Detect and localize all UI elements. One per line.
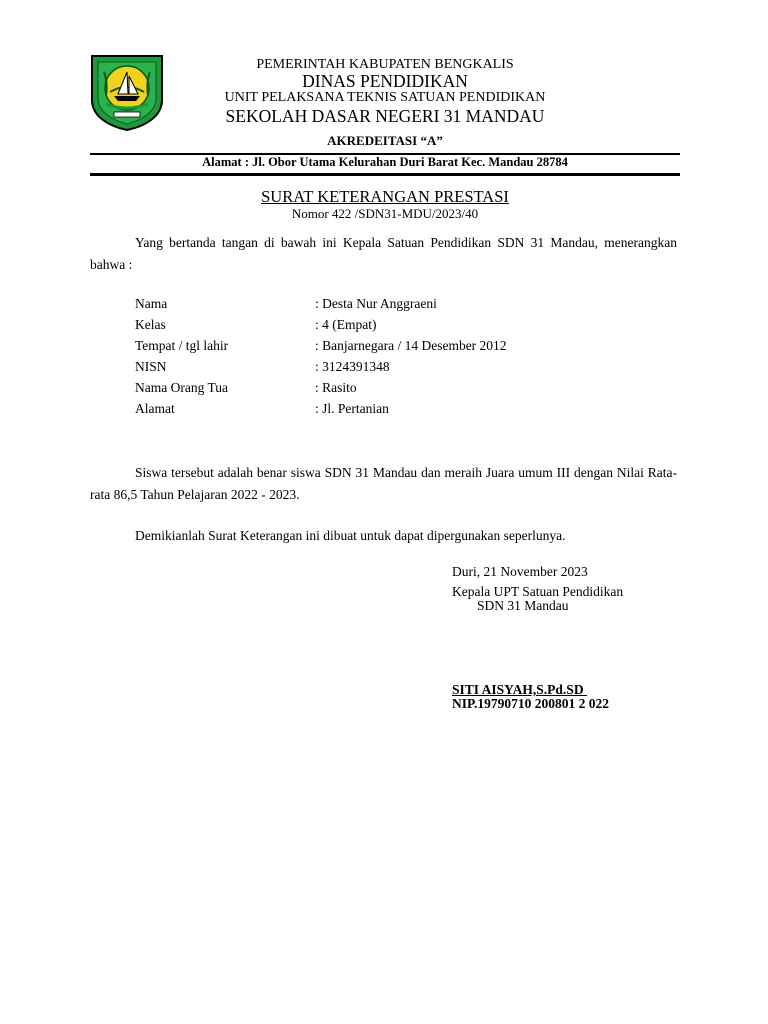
signatory-name: SITI AISYAH,S.Pd.SD [452,682,587,697]
header-government: PEMERINTAH KABUPATEN BENGKALIS [256,57,514,72]
header-accreditation: AKREDEITASI “A” [327,133,443,148]
field-value-name: : Desta Nur Anggraeni [315,296,437,311]
signature-place-date: Duri, 21 November 2023 [452,564,588,579]
field-value-nisn: : 3124391348 [315,359,390,374]
header-address: Alamat : Jl. Obor Utama Kelurahan Duri Barat Kec. Mandau 28784 [202,155,568,169]
signature-school: SDN 31 Mandau [477,598,569,613]
field-label-address: Alamat [135,401,175,416]
field-label-name: Nama [135,296,168,311]
field-label-birth: Tempat / tgl lahir [135,338,229,353]
closing-paragraph: Demikianlah Surat Keterangan ini dibuat untuk dapat dipergunakan seperlunya. [135,528,566,543]
field-value-class: : 4 (Empat) [315,317,377,332]
document-title: SURAT KETERANGAN PRESTASI [261,187,509,206]
header-department: DINAS PENDIDIKAN [302,71,468,91]
statement-paragraph: Siswa tersebut adalah benar siswa SDN 31 Mandau dan meraih Juara umum III dengan Nilai Rata-rata 86,5 Tahun Pelajaran 2022 - 2023. [90,465,677,502]
field-value-parent: : Rasito [315,380,357,395]
signatory-nip: NIP.19790710 200801 2 022 [452,696,610,711]
signature-position: Kepala UPT Satuan Pendidikan [452,584,624,599]
field-value-address: : Jl. Pertanian [315,401,389,416]
field-label-nisn: NISN [135,359,167,374]
document-number: Nomor 422 /SDN31-MDU/2023/40 [291,206,479,221]
header-school-name: SEKOLAH DASAR NEGERI 31 MANDAU [225,106,545,126]
intro-paragraph: Yang bertanda tangan di bawah ini Kepala Satuan Pendidikan SDN 31 Mandau, menerangkan bahwa : [90,235,677,272]
field-label-parent: Nama Orang Tua [135,380,228,395]
field-value-birth: : Banjarnegara / 14 Desember 2012 [315,338,507,353]
field-label-class: Kelas [135,317,166,332]
header-bottom-rule [90,173,680,176]
header-unit: UNIT PELAKSANA TEKNIS SATUAN PENDIDIKAN [224,90,546,105]
